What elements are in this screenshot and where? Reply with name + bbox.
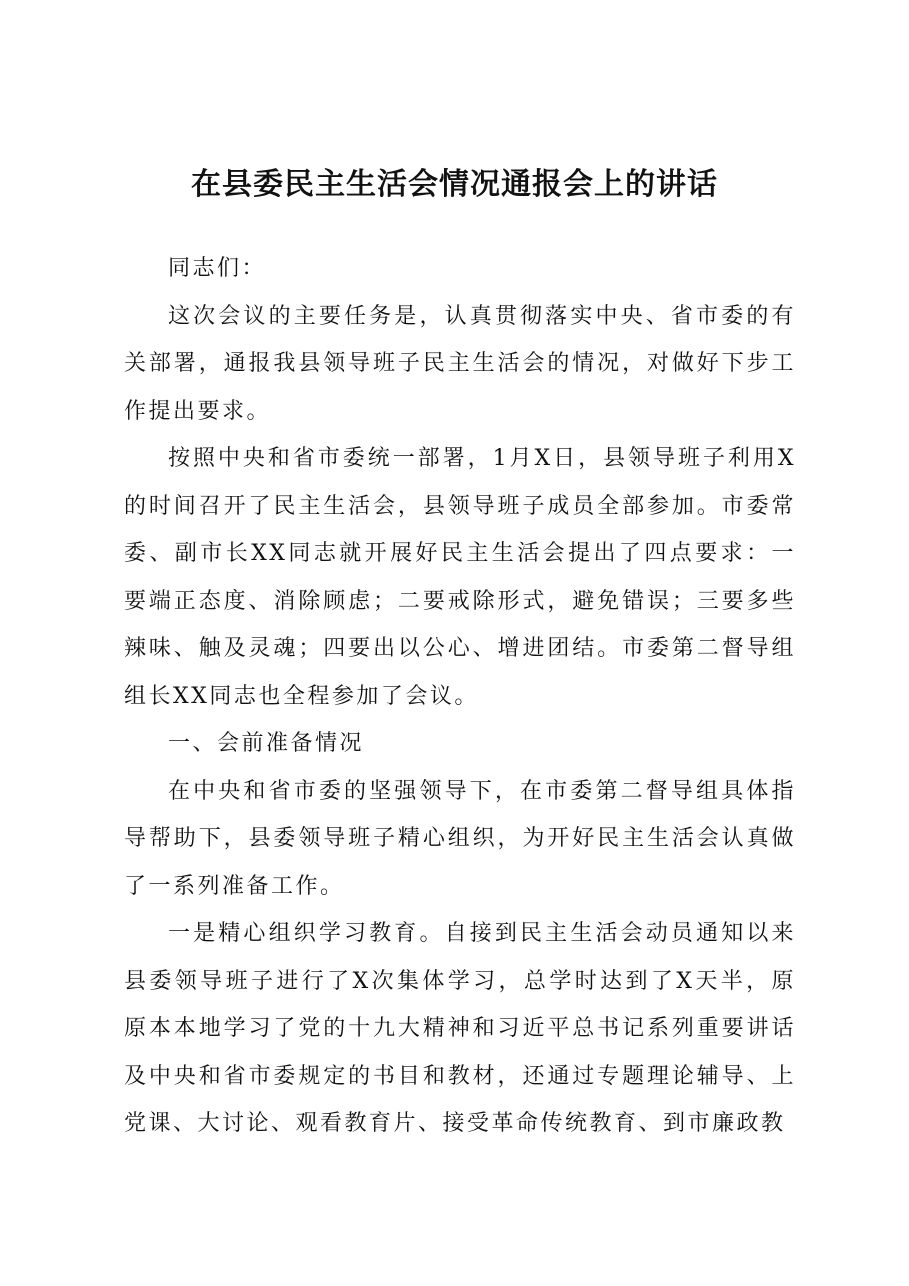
paragraph: 这次会议的主要任务是，认真贯彻落实中央、省市委的有关部署，通报我县领导班子民主生活会的情况，对做好下步工作提出要求。 <box>124 303 796 424</box>
paragraph: 一是精心组织学习教育。自接到民主生活会动员通知以来县委领导班子进行了X次集体学习，总学时达到了X天半，原原本本地学习了党的十九大精神和习近平总书记系列重要讲话及中央和省市委规定的书目和教材，还通过专题理论辅导、上党课、大讨论、观看教育片、接受革命传统教育、到市廉政教 <box>124 921 796 1136</box>
paragraph-salutation: 同志们： <box>168 256 267 281</box>
section-heading: 一、会前准备情况 <box>168 731 365 756</box>
paragraph: 在中央和省市委的坚强领导下，在市委第二督导组具体指导帮助下，县委领导班子精心组织，为开好民主生活会认真做了一系列准备工作。 <box>124 778 796 899</box>
paragraph: 按照中央和省市委统一部署，1月X日，县领导班子利用X的时间召开了民主生活会，县领导班子成员全部参加。市委常委、副市长XX同志就开展好民主生活会提出了四点要求：一要端正态度、消除顾虑；二要戒除形式，避免错误；三要多些辣味、触及灵魂；四要出以公心、增进团结。市委第二督导组组长XX同志也全程参加了会议。 <box>124 446 796 709</box>
document-title: 在县委民主生活会情况通报会上的讲话 <box>191 167 718 202</box>
document-body <box>124 245 796 1148</box>
